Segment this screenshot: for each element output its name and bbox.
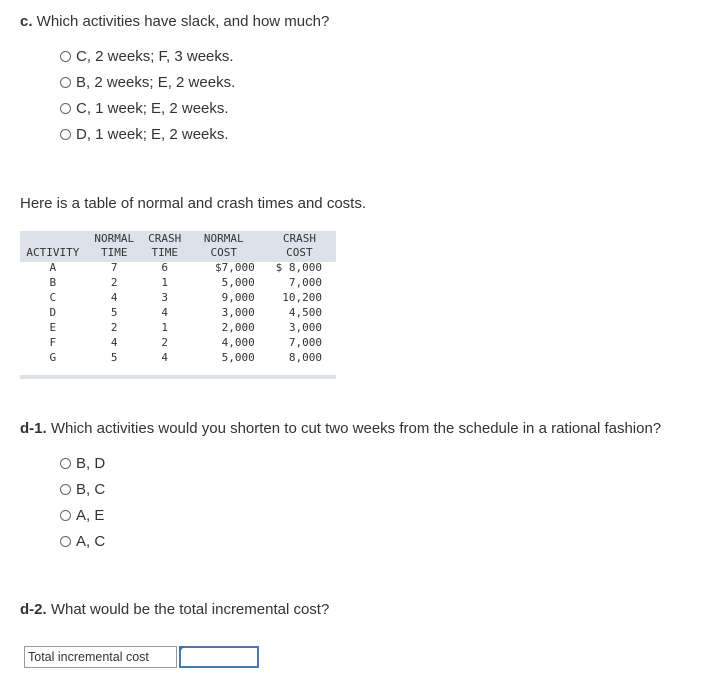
option-d1-1[interactable] xyxy=(60,450,105,476)
radio-button[interactable] xyxy=(60,484,71,495)
option-label: B, 2 weeks; E, 2 weeks. xyxy=(76,73,236,91)
table-footer-bar xyxy=(20,375,336,379)
radio-button[interactable] xyxy=(60,51,71,62)
table-cell: 7,000 xyxy=(288,276,322,289)
header-cell: TIME xyxy=(100,246,128,259)
radio-button[interactable] xyxy=(60,458,71,469)
table-cell: 7,000 xyxy=(288,336,322,349)
cost-table xyxy=(20,231,336,379)
question-d1 xyxy=(20,420,661,437)
option-c-4[interactable] xyxy=(60,121,235,147)
table-cell: B xyxy=(49,276,57,289)
table-cell: 10,200 xyxy=(282,291,322,304)
option-d1-2[interactable] xyxy=(60,476,105,502)
answer-label: Total incremental cost xyxy=(24,646,177,668)
table-row xyxy=(20,320,336,335)
option-label: B, D xyxy=(76,454,106,472)
option-label: C, 1 week; E, 2 weeks. xyxy=(76,99,229,117)
table-intro: Here is a table of normal and crash times and costs. xyxy=(20,195,366,212)
radio-button[interactable] xyxy=(60,129,71,140)
header-cell xyxy=(20,232,86,246)
option-d1-3[interactable] xyxy=(60,502,105,528)
table-cell: 4,500 xyxy=(288,306,322,319)
question-d2 xyxy=(20,601,329,618)
table-cell: 4 xyxy=(110,291,118,304)
header-cell: ACTIVITY xyxy=(26,246,80,259)
table-cell: A xyxy=(49,261,57,274)
question-d2-prefix: d-2. xyxy=(20,601,47,618)
question-c-prefix: c. xyxy=(20,13,33,30)
table-cell: G xyxy=(49,351,57,364)
table-cell: 5,000 xyxy=(221,276,255,289)
table-cell: 3 xyxy=(161,291,169,304)
table-cell: 1 xyxy=(161,276,169,289)
table-cell: 4 xyxy=(161,351,169,364)
table-row xyxy=(20,335,336,350)
table-cell: 1 xyxy=(161,321,169,334)
table-row xyxy=(20,305,336,320)
table-cell: 6 xyxy=(161,261,169,274)
option-c-1[interactable] xyxy=(60,43,235,69)
table-cell: 3,000 xyxy=(221,306,255,319)
question-d1-text: Which activities would you shorten to cut two weeks from the schedule in a rational fashion? xyxy=(46,420,662,437)
header-cell: COST xyxy=(286,246,313,259)
header-cell: COST xyxy=(210,246,238,259)
table-cell: 4 xyxy=(110,336,118,349)
table-row xyxy=(20,275,336,290)
header-cell: NORMAL xyxy=(94,232,135,245)
option-label: C, 2 weeks; F, 3 weeks. xyxy=(76,47,234,65)
question-c xyxy=(20,13,329,30)
header-row-2 xyxy=(20,246,336,260)
table-cell: $7,000 xyxy=(215,261,255,274)
table-cell: 2 xyxy=(110,276,118,289)
option-label: A, C xyxy=(76,532,106,550)
option-c-3[interactable] xyxy=(60,95,235,121)
radio-button[interactable] xyxy=(60,536,71,547)
table-cell: 2 xyxy=(161,336,169,349)
table-cell: 2,000 xyxy=(221,321,255,334)
option-label: D, 1 week; E, 2 weeks. xyxy=(76,125,229,143)
option-label: B, C xyxy=(76,480,106,498)
table-cell: $ 8,000 xyxy=(275,261,322,274)
radio-button[interactable] xyxy=(60,510,71,521)
question-d2-text: What would be the total incremental cost? xyxy=(46,601,330,618)
table-cell: 9,000 xyxy=(221,291,255,304)
table-cell: C xyxy=(49,291,57,304)
table-cell: 4 xyxy=(161,306,169,319)
table-cell: F xyxy=(49,336,57,349)
answer-row xyxy=(24,646,259,668)
question-c-text: Which activities have slack, and how much? xyxy=(32,13,330,30)
table-cell: 8,000 xyxy=(288,351,322,364)
table-body xyxy=(20,260,336,365)
header-cell: CRASH xyxy=(148,232,182,245)
question-d1-options xyxy=(60,450,105,554)
table-row xyxy=(20,260,336,275)
table-cell: D xyxy=(49,306,57,319)
header-row-1 xyxy=(20,232,336,246)
table-cell: 3,000 xyxy=(288,321,322,334)
table-row xyxy=(20,290,336,305)
header-cell: TIME xyxy=(151,246,178,259)
table-cell: 7 xyxy=(110,261,118,274)
table-cell: 4,000 xyxy=(221,336,255,349)
table-cell: 5 xyxy=(110,306,118,319)
header-cell: NORMAL xyxy=(203,232,244,245)
question-c-options xyxy=(60,43,235,147)
option-label: A, E xyxy=(76,506,105,524)
radio-button[interactable] xyxy=(60,77,71,88)
table-cell: 5,000 xyxy=(221,351,255,364)
header-cell: CRASH xyxy=(282,232,316,245)
table-cell: 2 xyxy=(110,321,118,334)
question-d1-prefix: d-1. xyxy=(20,420,47,437)
table-cell: E xyxy=(49,321,57,334)
option-c-2[interactable] xyxy=(60,69,235,95)
radio-button[interactable] xyxy=(60,103,71,114)
total-incremental-cost-input[interactable] xyxy=(179,646,259,668)
option-d1-4[interactable] xyxy=(60,528,105,554)
table-cell: 5 xyxy=(110,351,118,364)
data-table xyxy=(20,232,336,365)
table-row xyxy=(20,350,336,365)
